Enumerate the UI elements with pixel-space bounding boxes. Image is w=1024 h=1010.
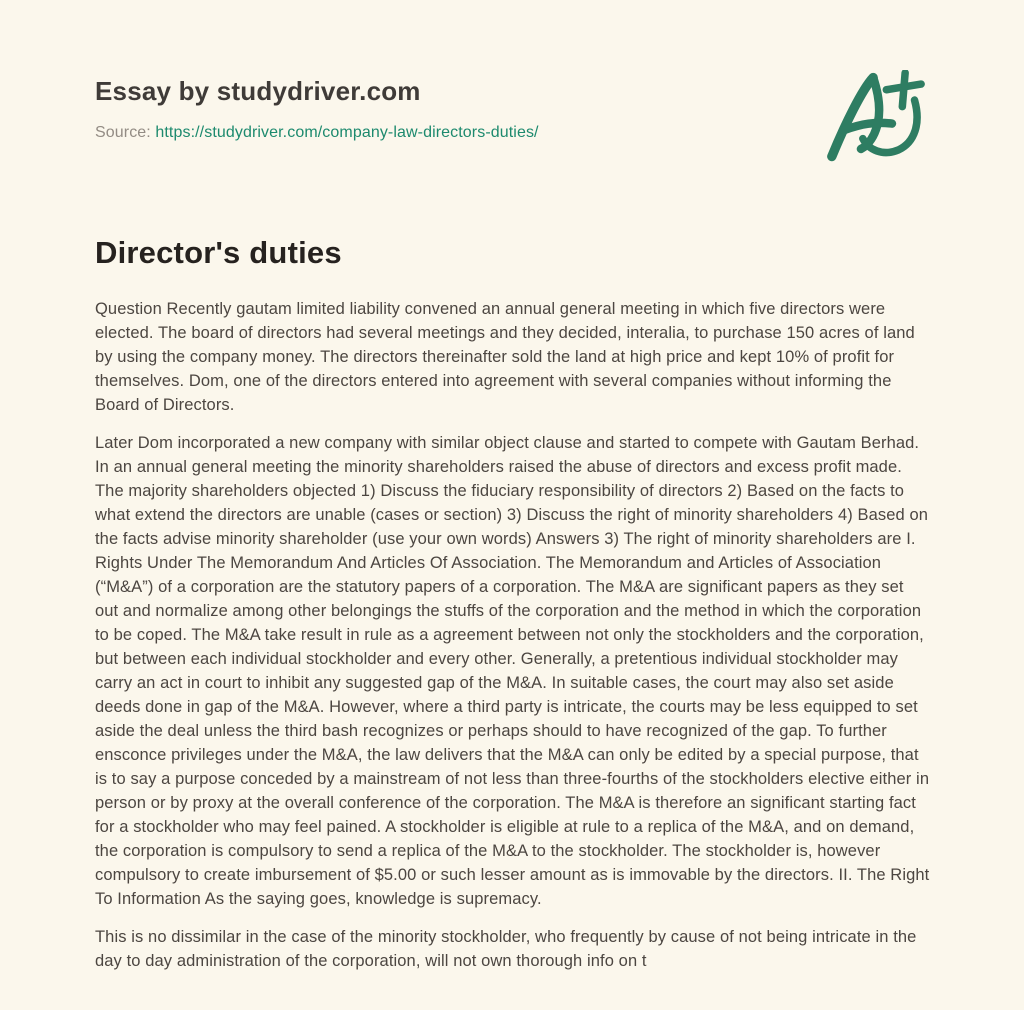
source-row: [95, 124, 930, 142]
essay-paragraph: This is no dissimilar in the case of the minority stockholder, who frequently by cause of not being intricate in the day to day administration of the corporation, will not own thorough info on t: [95, 928, 917, 970]
essay-body: [95, 297, 930, 973]
source-link[interactable]: https://studydriver.com/company-law-directors-duties/: [155, 124, 539, 141]
essay-paragraph: Question Recently gautam limited liability convened an annual general meeting in which five directors were elected. The board of directors had several meetings and they decided, interalia, to purchase 150 acres of land by using the company money. The directors thereinafter sold the land at high price and kept 10% of profit for themselves. Dom, one of the directors entered into agreement with several companies without informing the Board of Directors.: [95, 300, 915, 414]
essay-title: Director's duties: [95, 235, 342, 270]
source-label: Source:: [95, 124, 151, 141]
site-title: Essay by studydriver.com: [95, 76, 421, 106]
essay-paragraph: Later Dom incorporated a new company with similar object clause and started to compete with Gautam Berhad. In an annual general meeting the minority shareholders raised the abuse of directors and excess profit made. The majority shareholders objected 1) Discuss the fiduciary responsibility of directors 2) Based on the facts to what extend the directors are unable (cases or section) 3) Discuss the right of minority shareholders 4) Based on the facts advise minority shareholder (use your own words) Answers 3) The right of minority shareholders are I. Rights Under The Memorandum And Articles Of Association. The Memorandum and Articles of Association (“M&A”) of a corporation are the statutory papers of a corporation. The M&A are significant papers as they set out and normalize among other belongings the stuffs of the corporation and the method in which the corporation to be coped. The M&A take result in rule as a agreement between not only the stockholders and the corporation, but between each individual stockholder and every other. Generally, a pretentious individual stockholder may carry an act in court to inhibit any suggested gap of the M&A. In suitable cases, the court may also set aside deeds done in gap of the M&A. However, where a third party is intricate, the courts may be less equipped to set aside the deal unless the third bash recognizes or perhaps should to have recognized of the gap. To further ensconce privileges under the M&A, the law delivers that the M&A can only be edited by a special purpose, that is to say a purpose conceded by a mainstream of not less than three-fourths of the stockholders elective either in person or by proxy at the overall conference of the corporation. The M&A is therefore an significant starting fact for a stockholder who may feel pained. A stockholder is eligible at rule to a replica of the M&A, and on demand, the corporation is compulsory to send a replica of the M&A to the stockholder. The stockholder is, however compulsory to create imbursement of $5.00 or such lesser amount as is immovable by the directors. II. The Right To Information As the saying goes, knowledge is supremacy.: [95, 434, 930, 908]
studydriver-a-plus-logo-icon: [820, 70, 932, 164]
